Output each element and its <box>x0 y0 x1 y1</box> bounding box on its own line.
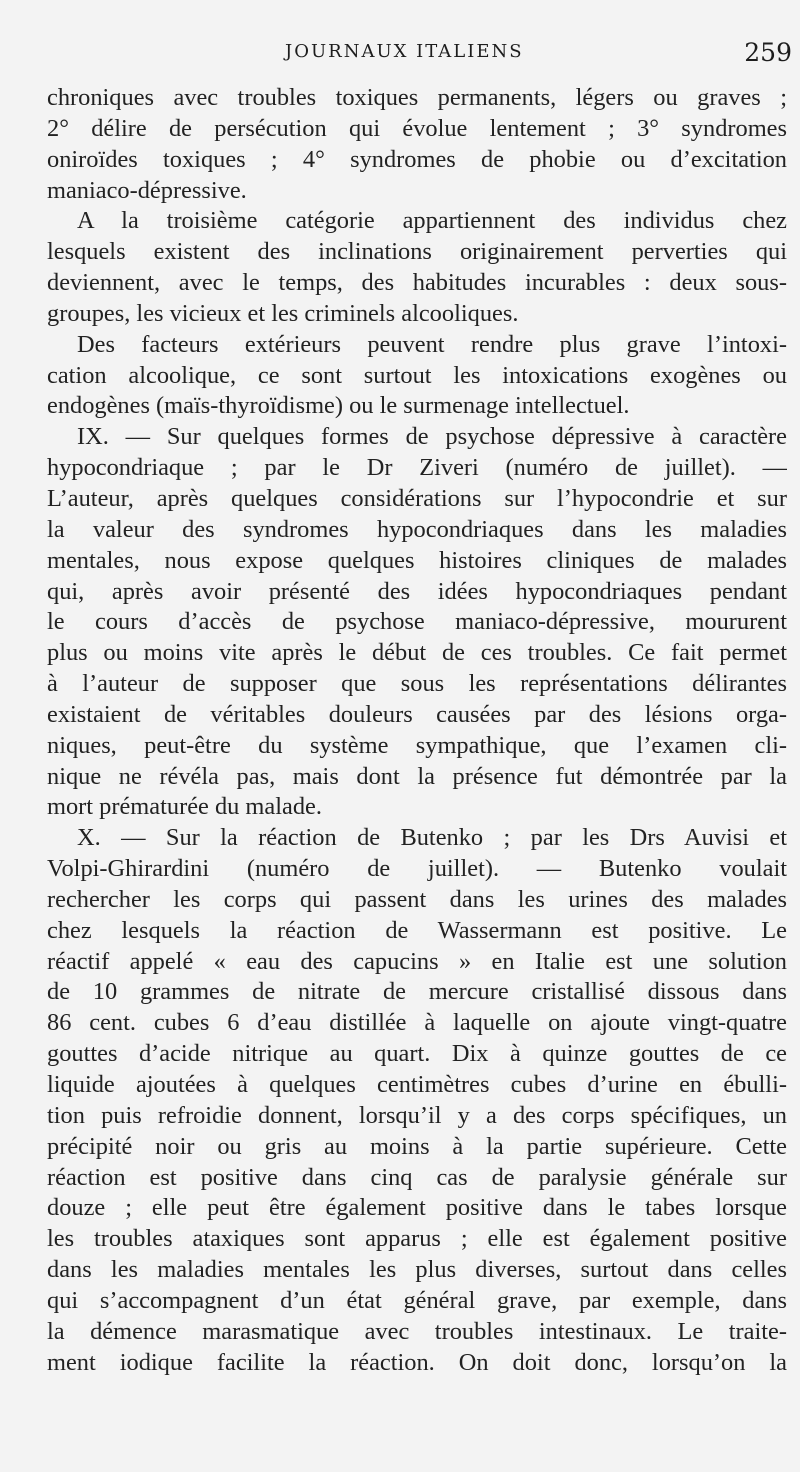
body-text <box>47 83 787 1378</box>
text-line: qui s’accompagnent d’un état général grave, par exemple, dans <box>47 1286 787 1314</box>
text-line: précipité noir ou gris au moins à la partie supérieure. Cette <box>47 1132 787 1160</box>
text-line: réaction est positive dans cinq cas de paralysie générale sur <box>47 1163 787 1191</box>
text-line: le cours d’accès de psychose maniaco-dépressive, moururent <box>47 608 787 636</box>
running-title: JOURNAUX ITALIENS <box>285 41 524 62</box>
text-line: maniaco-dépressive. <box>47 176 247 204</box>
text-line: mort prématurée du malade. <box>47 793 322 821</box>
text-line: la valeur des syndromes hypocondriaques dans les maladies <box>47 515 787 543</box>
text-line: plus ou moins vite après le début de ces troubles. Ce fait permet <box>47 639 787 667</box>
text-line: deviennent, avec le temps, des habitudes incurables : deux sous- <box>47 269 787 297</box>
text-line: rechercher les corps qui passent dans les urines des malades <box>47 885 787 913</box>
text-line: tion puis refroidie donnent, lorsqu’il y a des corps spécifiques, un <box>47 1101 787 1129</box>
text-line: oniroïdes toxiques ; 4° syndromes de phobie ou d’excitation <box>47 145 787 173</box>
page-header <box>0 38 800 74</box>
page-number: 259 <box>744 38 792 67</box>
text-line: cation alcoolique, ce sont surtout les intoxications exogènes ou <box>47 361 787 389</box>
text-line: gouttes d’acide nitrique au quart. Dix à quinze gouttes de ce <box>47 1040 787 1068</box>
text-line: Volpi-Ghirardini (numéro de juillet). — Butenko voulait <box>47 855 787 883</box>
text-line: hypocondriaque ; par le Dr Ziveri (numéro de juillet). — <box>47 454 787 482</box>
section-heading-ix: IX. — Sur quelques formes de psychose dépressive à caractère <box>77 423 787 451</box>
text-line: chez lesquels la réaction de Wassermann est positive. Le <box>47 916 787 944</box>
text-line: lesquels existent des inclinations originairement perverties qui <box>47 238 787 266</box>
text-line: chroniques avec troubles toxiques permanents, légers ou graves ; <box>47 84 787 111</box>
text-line: 2° délire de persécution qui évolue lentement ; 3° syndromes <box>47 114 787 142</box>
text-line: la démence marasmatique avec troubles intestinaux. Le traite- <box>47 1317 787 1345</box>
text-line: existaient de véritables douleurs causées par des lésions orga- <box>47 700 787 728</box>
text-line: L’auteur, après quelques considérations sur l’hypocondrie et sur <box>47 484 787 512</box>
text-line: nique ne révéla pas, mais dont la présence fut démontrée par la <box>47 762 787 790</box>
text-line: A la troisième catégorie appartiennent des individus chez <box>77 207 787 235</box>
text-line: liquide ajoutées à quelques centimètres cubes d’urine en ébulli- <box>47 1071 787 1098</box>
text-line: 86 cent. cubes 6 d’eau distillée à laquelle on ajoute vingt-quatre <box>47 1009 787 1037</box>
text-line: mentales, nous expose quelques histoires cliniques de malades <box>47 546 787 574</box>
text-line: qui, après avoir présenté des idées hypocondriaques pendant <box>47 577 787 605</box>
text-line: les troubles ataxiques sont apparus ; elle est également positive <box>47 1225 787 1253</box>
text-line: ment iodique facilite la réaction. On doit donc, lorsqu’on la <box>47 1348 787 1376</box>
text-line: de 10 grammes de nitrate de mercure cristallisé dissous dans <box>47 978 787 1006</box>
text-line: réactif appelé « eau des capucins » en Italie est une solution <box>47 947 787 975</box>
text-line: Des facteurs extérieurs peuvent rendre plus grave l’intoxi- <box>77 330 787 358</box>
text-line: groupes, les vicieux et les criminels alcooliques. <box>47 299 519 327</box>
section-heading-x: X. — Sur la réaction de Butenko ; par les Drs Auvisi et <box>77 824 787 852</box>
text-line: douze ; elle peut être également positive dans le tabes lorsque <box>47 1194 787 1222</box>
text-line: niques, peut-être du système sympathique, que l’examen cli- <box>47 731 787 759</box>
text-line: à l’auteur de supposer que sous les représentations délirantes <box>47 670 787 698</box>
text-line: endogènes (maïs-thyroïdisme) ou le surmenage intellectuel. <box>47 392 630 420</box>
text-line: dans les maladies mentales les plus diverses, surtout dans celles <box>47 1256 787 1284</box>
